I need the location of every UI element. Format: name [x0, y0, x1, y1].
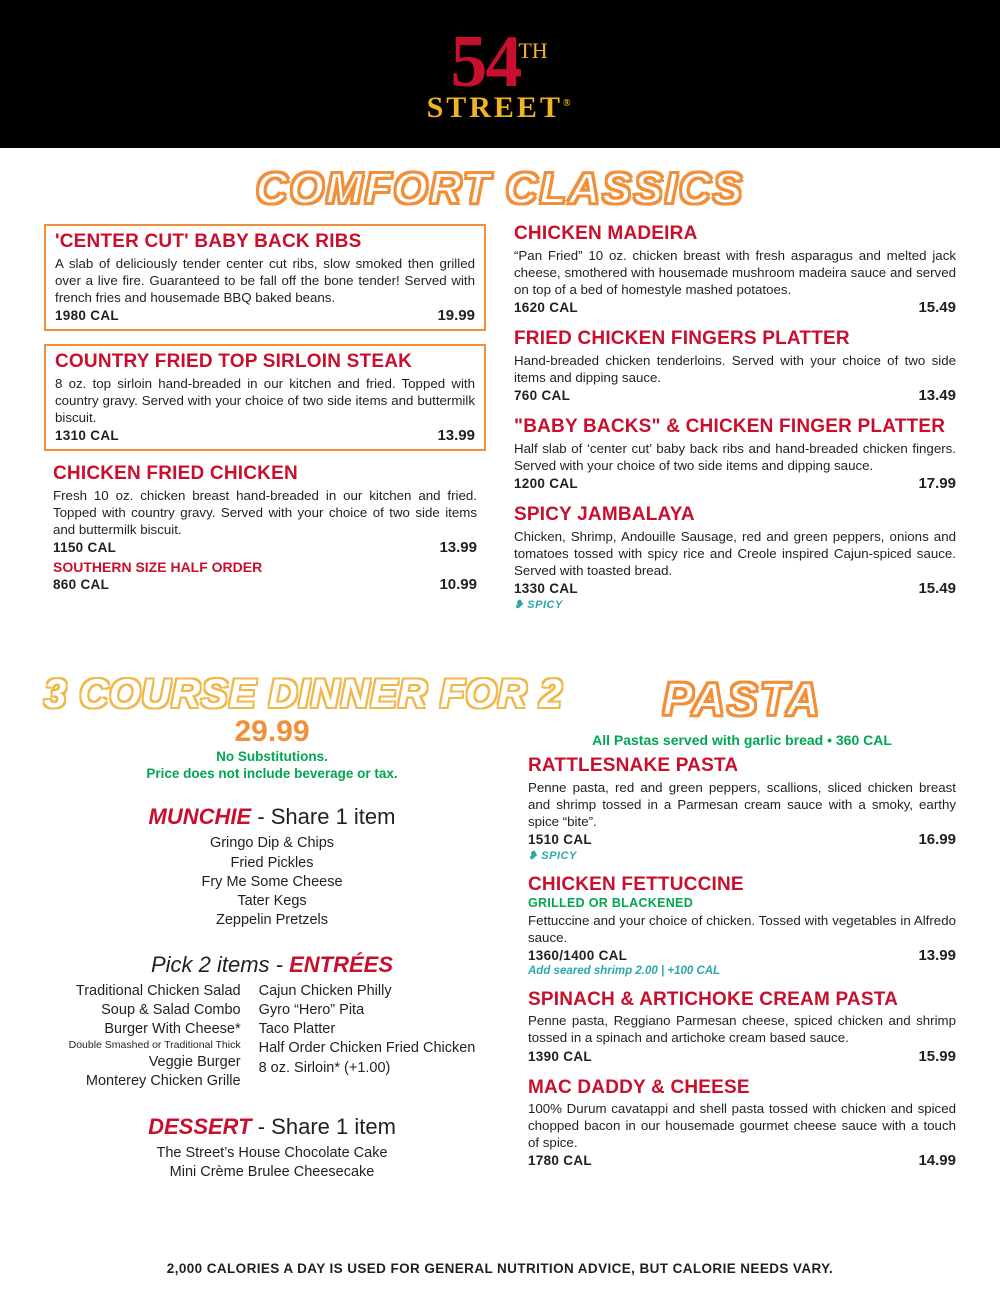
menu-item-variant-price: 10.99 [439, 575, 477, 593]
munchie-heading-label: MUNCHIE [148, 804, 252, 830]
menu-item-calories: 1620 CAL [514, 299, 578, 315]
menu-item-calories: 760 CAL [514, 387, 571, 403]
menu-item-cal-price-row [514, 580, 956, 597]
menu-item-name: CHICKEN FETTUCCINE [528, 873, 744, 895]
logo-word-text: STREET [426, 91, 563, 124]
menu-item-description: Penne pasta, Reggiano Parmesan cheese, spiced chicken and shrimp tossed in a spinach and artichoke cream based sauce. [528, 1013, 956, 1046]
menu-item-cal-price-row [528, 947, 956, 964]
dinner-for-2-price: 29.99 [234, 714, 310, 748]
menu-item-cal-price-row [528, 1048, 956, 1065]
menu-item-calories: 1980 CAL [55, 307, 119, 323]
logo-ordinal: TH [518, 37, 548, 63]
list-item: Zeppelin Pretzels [215, 911, 329, 928]
spicy-badge [514, 598, 956, 611]
pepper-icon: ❥ [528, 849, 538, 862]
list-item: Burger With Cheese* [104, 1021, 241, 1038]
menu-item [44, 344, 486, 451]
menu-item-name: CHICKEN MADEIRA [514, 223, 698, 244]
menu-item-price: 15.99 [918, 1047, 956, 1065]
list-item: Monterey Chicken Grille [85, 1073, 241, 1090]
spicy-badge [528, 849, 956, 862]
menu-item-cal-price-row [514, 299, 956, 316]
menu-item-description: “Pan Fried” 10 oz. chicken breast with fresh asparagus and melted jack cheese, smothered with housemade mushroom madeira sauce and served on top of a bed of homestyle mashed potatoes. [514, 247, 956, 297]
menu-item-calories: 1360/1400 CAL [528, 947, 628, 963]
list-item: Mini Crème Brulee Cheesecake [169, 1163, 375, 1180]
menu-item-calories: 1510 CAL [528, 831, 592, 847]
dinner-for-2-note-1: No Substitutions. [216, 748, 328, 764]
list-item: Half Order Chicken Fried Chicken [258, 1040, 476, 1057]
comfort-classics-left-column [44, 224, 486, 624]
menu-item-calories: 1780 CAL [528, 1153, 592, 1169]
menu-item-price: 13.99 [439, 538, 477, 556]
list-item: 8 oz. Sirloin* (+1.00) [258, 1059, 391, 1076]
menu-item-variant-cal-price-row [53, 576, 477, 593]
menu-item-cal-price-row [528, 1152, 956, 1169]
pasta-section-note: All Pastas served with garlic bread • 360 CAL [592, 731, 892, 748]
menu-item-cal-price-row [528, 831, 956, 848]
menu-item-price: 13.99 [437, 426, 475, 444]
list-item: Tater Kegs [237, 892, 307, 909]
menu-item-name: MAC DADDY & CHEESE [528, 1076, 750, 1098]
spicy-label: SPICY [527, 598, 563, 611]
menu-item-price: 19.99 [437, 306, 475, 324]
calorie-disclaimer: 2,000 CALORIES A DAY IS USED FOR GENERAL NUTRITION ADVICE, BUT CALORIE NEEDS VARY. [166, 1261, 834, 1276]
menu-item-cal-price-row [55, 307, 475, 324]
menu-item-upsell: Add seared shrimp 2.00 | +100 CAL [528, 964, 721, 977]
menu-item-description: 100% Durum cavatappi and shell pasta tossed with chicken and spiced chopped bacon in our housemade gourmet cheese sauce with a touch of spice. [528, 1101, 956, 1151]
entree-course-heading [44, 952, 500, 978]
menu-item-description: Hand-breaded chicken tenderloins. Served with your choice of two side items and dipping sauce. [514, 352, 956, 385]
menu-item-cal-price-row [55, 427, 475, 444]
menu-item-name: CHICKEN FRIED CHICKEN [53, 462, 298, 484]
entree-heading-label: ENTRÉES [289, 952, 394, 978]
menu-item-calories: 1150 CAL [53, 539, 117, 555]
menu-item [528, 990, 956, 1065]
dessert-course-heading [44, 1114, 500, 1140]
menu-item-description: Chicken, Shrimp, Andouille Sausage, red and green peppers, onions and tomatoes tossed with spicy rice and Creole inspired Cajun-spiced sauce. Served with toasted bread. [514, 528, 956, 578]
menu-item [44, 464, 486, 593]
dessert-heading-label: DESSERT [148, 1113, 252, 1139]
menu-item-description: 8 oz. top sirloin hand-breaded in our kitchen and fried. Topped with country gravy. Served with your choice of two side items and buttermilk biscuit. [55, 375, 475, 425]
logo-number: 54 [450, 21, 521, 103]
menu-item-calories: 1200 CAL [514, 475, 578, 491]
menu-item-description: Penne pasta, red and green peppers, scallions, sliced chicken breast and shrimp tossed in a Parmesan cream sauce with a smoky, earthy spice “bite”. [528, 779, 956, 829]
menu-item [528, 756, 956, 862]
list-item: Soup & Salad Combo [101, 1002, 241, 1019]
menu-item-price: 13.49 [918, 386, 956, 404]
lower-columns [44, 672, 956, 1183]
section-title-dinner-for-2: 3 COURSE DINNER FOR 2 [44, 671, 563, 716]
menu-item [514, 417, 956, 492]
menu-item-calories: 1390 CAL [528, 1048, 592, 1064]
menu-item-calories: 1330 CAL [514, 580, 578, 596]
menu-item-price: 16.99 [918, 830, 956, 848]
menu-item-cal-price-row [514, 475, 956, 492]
menu-item-variant-name: SOUTHERN SIZE HALF ORDER [53, 558, 263, 575]
list-item: Cajun Chicken Philly [258, 983, 392, 1000]
list-item: The Street’s House Chocolate Cake [156, 1144, 388, 1161]
menu-item-qualifier: GRILLED OR BLACKENED [528, 895, 694, 910]
menu-item-price: 17.99 [918, 474, 956, 492]
menu-item-calories: 1310 CAL [55, 427, 119, 443]
dinner-for-2-note-2: Price does not include beverage or tax. [146, 765, 398, 781]
section-title-comfort-classics: COMFORT CLASSICS [255, 164, 745, 213]
pasta-section [528, 672, 956, 1183]
comfort-classics-right-column [514, 224, 956, 624]
menu-item [514, 329, 956, 404]
menu-header [0, 0, 1000, 148]
menu-item-variant-calories: 860 CAL [53, 576, 110, 592]
menu-item-cal-price-row [53, 539, 477, 556]
menu-item [514, 224, 956, 316]
menu-item-name: COUNTRY FRIED TOP SIRLOIN STEAK [55, 350, 413, 372]
restaurant-logo [426, 21, 574, 124]
entree-options-lists [44, 982, 500, 1091]
dessert-heading-subtitle: - Share 1 item [257, 1113, 396, 1139]
comfort-classics-columns [44, 224, 956, 624]
menu-item-name: RATTLESNAKE PASTA [528, 754, 739, 776]
menu-item-description: Fresh 10 oz. chicken breast hand-breaded in our kitchen and fried. Topped with country gravy. Served with your choice of two side items and buttermilk biscuit. [53, 487, 477, 537]
munchie-options-list [44, 834, 500, 930]
pepper-icon: ❥ [514, 598, 524, 611]
menu-item-price: 15.49 [918, 298, 956, 316]
menu-item-description: Half slab of ‘center cut’ baby back ribs and hand-breaded chicken fingers. Served with your choice of two side items and dipping sauce. [514, 440, 956, 473]
menu-item [514, 505, 956, 611]
menu-item-cal-price-row [514, 387, 956, 404]
menu-item-price: 15.49 [918, 579, 956, 597]
menu-item-price: 14.99 [918, 1152, 956, 1170]
menu-item [528, 1078, 956, 1170]
menu-item-price: 13.99 [918, 946, 956, 964]
munchie-course-heading [44, 804, 500, 830]
spicy-label: SPICY [541, 849, 577, 862]
list-item: Traditional Chicken Salad [75, 983, 241, 1000]
menu-item-name: SPINACH & ARTICHOKE CREAM PASTA [528, 988, 899, 1010]
entree-heading-prefix: Pick 2 items - [150, 952, 283, 978]
munchie-heading-subtitle: - Share 1 item [257, 804, 396, 830]
list-item: Fried Pickles [230, 854, 314, 871]
entree-options-right [259, 982, 476, 1091]
menu-item-name: FRIED CHICKEN FINGERS PLATTER [514, 327, 850, 349]
list-item: Fry Me Some Cheese [201, 873, 343, 890]
list-item: Gringo Dip & Chips [209, 835, 335, 852]
list-item: Veggie Burger [148, 1054, 241, 1071]
list-item-note: Double Smashed or Traditional Thick [68, 1039, 241, 1052]
menu-item-description: A slab of deliciously tender center cut ribs, slow smoked then grilled over a live fire. Guaranteed to be fall off the bone tender! Served with french fries and housemade BBQ baked beans. [55, 255, 475, 305]
list-item: Taco Platter [258, 1021, 336, 1038]
dessert-options-list [44, 1144, 500, 1182]
menu-item-name: 'CENTER CUT' BABY BACK RIBS [55, 231, 362, 252]
list-item: Gyro “Hero” Pita [258, 1002, 365, 1019]
menu-item-description: Fettuccine and your choice of chicken. Tossed with vegetables in Alfredo sauce. [528, 912, 956, 945]
menu-item-name: SPICY JAMBALAYA [514, 503, 695, 525]
section-title-pasta: PASTA [662, 672, 822, 725]
menu-item-name: "BABY BACKS" & CHICKEN FINGER PLATTER [514, 415, 946, 437]
logo-word [427, 93, 574, 123]
logo-registered-mark: ® [562, 98, 574, 109]
menu-item [528, 875, 956, 977]
entree-options-left [69, 982, 241, 1091]
menu-item [44, 224, 486, 331]
